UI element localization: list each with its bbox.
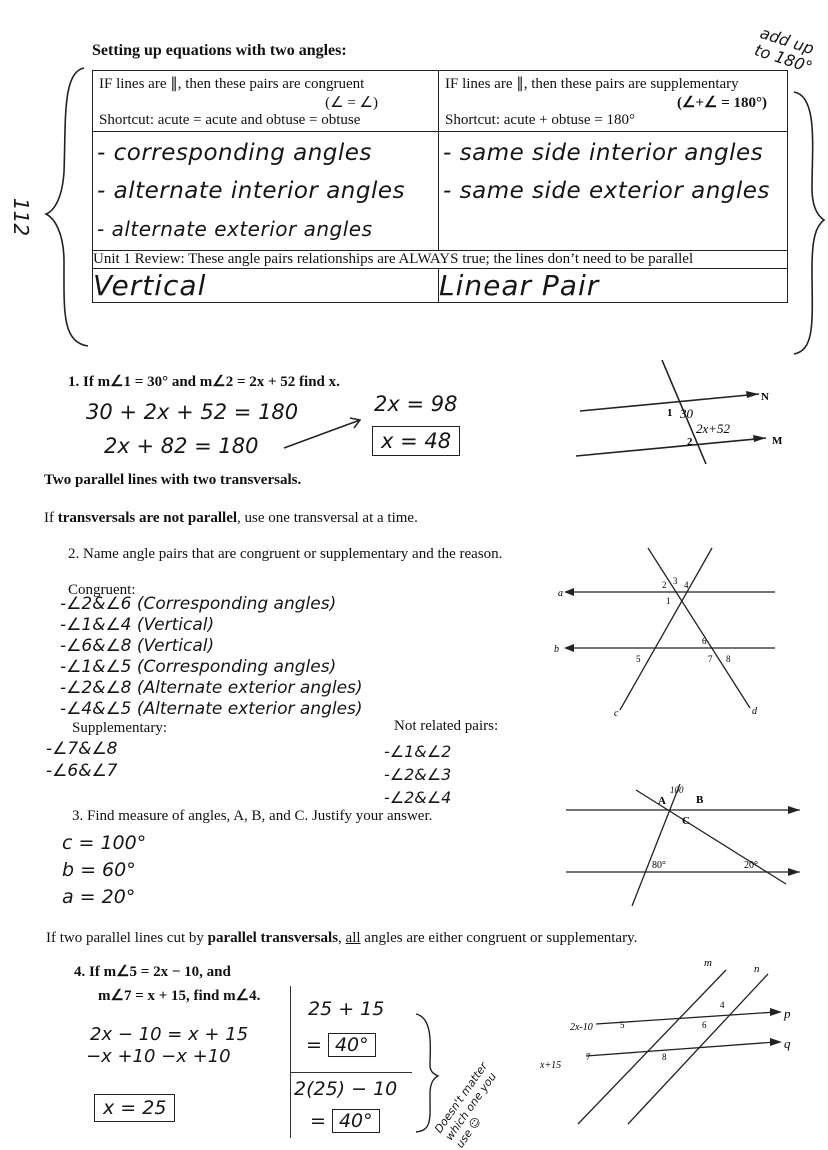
- q1-fig-expr: 2x+52: [696, 421, 731, 436]
- q2-fig-7: 7: [708, 654, 713, 664]
- q2-congruent-item: -∠4&∠5 (Alternate exterior angles): [60, 699, 363, 719]
- q3-fig-B: B: [696, 794, 704, 806]
- q4-fig-e7: x+15: [540, 1060, 562, 1071]
- congruent-list: [93, 132, 438, 250]
- q2-prompt: 2. Name angle pairs that are congruent or supplementary and the reason.: [68, 546, 503, 562]
- q3-b: b = 60°: [62, 859, 136, 881]
- q3-prompt: 3. Find measure of angles, A, B, and C. Justify your answer.: [72, 808, 433, 824]
- q4-prompt-2: m∠7 = x + 15, find m∠4.: [98, 988, 261, 1004]
- q1-fig-2: 2: [687, 436, 693, 448]
- angle-relationships-table: [92, 70, 788, 303]
- q2-fig-d: d: [752, 706, 757, 717]
- q4-fig-q: q: [784, 1036, 791, 1051]
- q4-fig-8: 8: [662, 1052, 667, 1062]
- q4-divider: [290, 986, 291, 1138]
- q1-fig-M: M: [772, 435, 783, 447]
- q4-fig-m: m: [704, 957, 712, 969]
- q2-congruent-label: Congruent:: [68, 582, 136, 598]
- q2-supp-label: Supplementary:: [72, 720, 167, 736]
- q4-res1: = 40°: [306, 1034, 376, 1056]
- q1-fig-30: 30: [680, 406, 693, 421]
- q4-fig-6: 6: [702, 1020, 707, 1030]
- q2-fig-6: 6: [702, 636, 707, 646]
- q2-not-related-list: [384, 740, 451, 809]
- q2-not-related-item: -∠2&∠4: [384, 788, 452, 807]
- q2-congruent-item: -∠6&∠8 (Vertical): [60, 636, 215, 656]
- q2-not-related-label: Not related pairs:: [394, 718, 499, 734]
- q4-sub1: 25 + 15: [308, 998, 385, 1020]
- q2-fig-2: 2: [662, 580, 667, 590]
- q2-congruent-item: -∠2&∠8 (Alternate exterior angles): [60, 678, 363, 698]
- q2-fig-4: 4: [684, 580, 689, 590]
- q2-congruent-item: -∠2&∠6 (Corresponding angles): [60, 594, 337, 614]
- congruent-item: - alternate interior angles: [97, 178, 405, 204]
- q2-congruent-item: -∠1&∠4 (Vertical): [60, 615, 215, 635]
- q2-congruent-item: -∠1&∠5 (Corresponding angles): [60, 657, 337, 677]
- q3-c: c = 100°: [62, 832, 147, 854]
- q4-fig-n: n: [754, 963, 760, 975]
- supp-heading: IF lines are ∥, then these pairs are supplementary: [445, 76, 739, 92]
- section2-title: Two parallel lines with two transversals.: [44, 472, 302, 488]
- q2-fig-1: 1: [666, 596, 671, 606]
- review-row: Unit 1 Review: These angle pairs relationships are ALWAYS true; the lines don’t need to be parallel: [93, 251, 788, 269]
- congruent-shortcut: Shortcut: acute = acute and obtuse = obtuse: [93, 112, 438, 132]
- q2-congruent-list: [60, 594, 363, 720]
- q1-fig-N: N: [761, 391, 769, 403]
- congruent-heading: IF lines are ∥, then these pairs are congruent: [99, 76, 365, 92]
- q4-fig-7: 7: [586, 1052, 591, 1062]
- q1-prompt: 1. If m∠1 = 30° and m∠2 = 2x + 52 find x.: [68, 374, 340, 390]
- q2-fig-c: c: [614, 708, 619, 719]
- q4-note: Doesn't matter which one you use ☺: [432, 1060, 500, 1150]
- q1-line3: 2x = 98: [374, 392, 458, 416]
- left-brace: [40, 62, 96, 352]
- congruent-item: - alternate exterior angles: [97, 217, 373, 241]
- q2-supp-item: -∠7&∠8: [46, 739, 118, 759]
- page-title: Setting up equations with two angles:: [92, 42, 347, 59]
- q4-answer-x: x = 25: [94, 1094, 175, 1122]
- q2-not-related-item: -∠1&∠2: [384, 742, 452, 761]
- q4-res2: = 40°: [310, 1110, 380, 1132]
- q2-fig-a: a: [558, 588, 563, 599]
- q2-fig-5: 5: [636, 654, 641, 664]
- q4-fig-5: 5: [620, 1020, 625, 1030]
- q4-sub2: 2(25) − 10: [294, 1078, 398, 1100]
- q3-fig-100: 100: [670, 785, 684, 795]
- q2-fig-3: 3: [673, 576, 678, 586]
- margin-note: add up to 180°: [752, 23, 817, 77]
- q4-eq-top: 2x − 10 = x + 15: [90, 1024, 249, 1045]
- q3-figure: [560, 780, 810, 910]
- right-brace: [790, 88, 828, 358]
- q1-line1: 30 + 2x + 52 = 180: [86, 400, 299, 424]
- side-number: 112: [9, 197, 34, 237]
- q3-a: a = 20°: [62, 886, 136, 908]
- review-linear-pair: Linear Pair: [439, 269, 788, 303]
- supp-shortcut: Shortcut: acute + obtuse = 180°: [439, 112, 787, 132]
- review-vertical: Vertical: [93, 269, 439, 303]
- section2-note: If transversals are not parallel, use one transversal at a time.: [44, 510, 418, 526]
- q1-fig-1: 1: [667, 407, 673, 419]
- q4-fig-4: 4: [720, 1000, 725, 1010]
- q3-fig-80: 80°: [652, 860, 666, 871]
- congruent-symbol: (∠ = ∠): [325, 95, 378, 111]
- q2-supp-item: -∠6&∠7: [46, 761, 118, 781]
- q4-fig-e5: 2x-10: [570, 1022, 593, 1033]
- q4-eq-bottom: −x +10 −x +10: [86, 1046, 231, 1067]
- supp-list: [439, 132, 787, 212]
- q2-not-related-item: -∠2&∠3: [384, 765, 452, 784]
- congruent-item: - corresponding angles: [97, 140, 372, 166]
- q3-fig-C: C: [682, 815, 690, 827]
- supp-symbol: (∠+∠ = 180°): [677, 95, 767, 111]
- q3-fig-A: A: [658, 795, 666, 807]
- q1-line2: 2x + 82 = 180: [104, 434, 259, 458]
- q4-figure: [536, 954, 806, 1140]
- q2-fig-8: 8: [726, 654, 731, 664]
- q4-brace: [412, 1010, 442, 1136]
- q1-arrow: [280, 412, 370, 452]
- q4-prompt-1: 4. If m∠5 = 2x − 10, and: [74, 964, 231, 980]
- supp-item: - same side interior angles: [443, 140, 764, 166]
- section3-note: If two parallel lines cut by parallel transversals, all angles are either congruent or supplementary.: [46, 930, 638, 946]
- q1-figure: [574, 356, 824, 466]
- q2-supp-list: [46, 738, 118, 782]
- q2-figure: [550, 540, 780, 720]
- q3-fig-20: 20°: [744, 860, 758, 871]
- q4-fig-p: p: [784, 1006, 791, 1021]
- q3-answers: [62, 830, 146, 911]
- q4-sub-divider: [290, 1072, 412, 1073]
- q1-answer: x = 48: [372, 426, 460, 456]
- supp-item: - same side exterior angles: [443, 178, 770, 204]
- q2-fig-b: b: [554, 644, 559, 655]
